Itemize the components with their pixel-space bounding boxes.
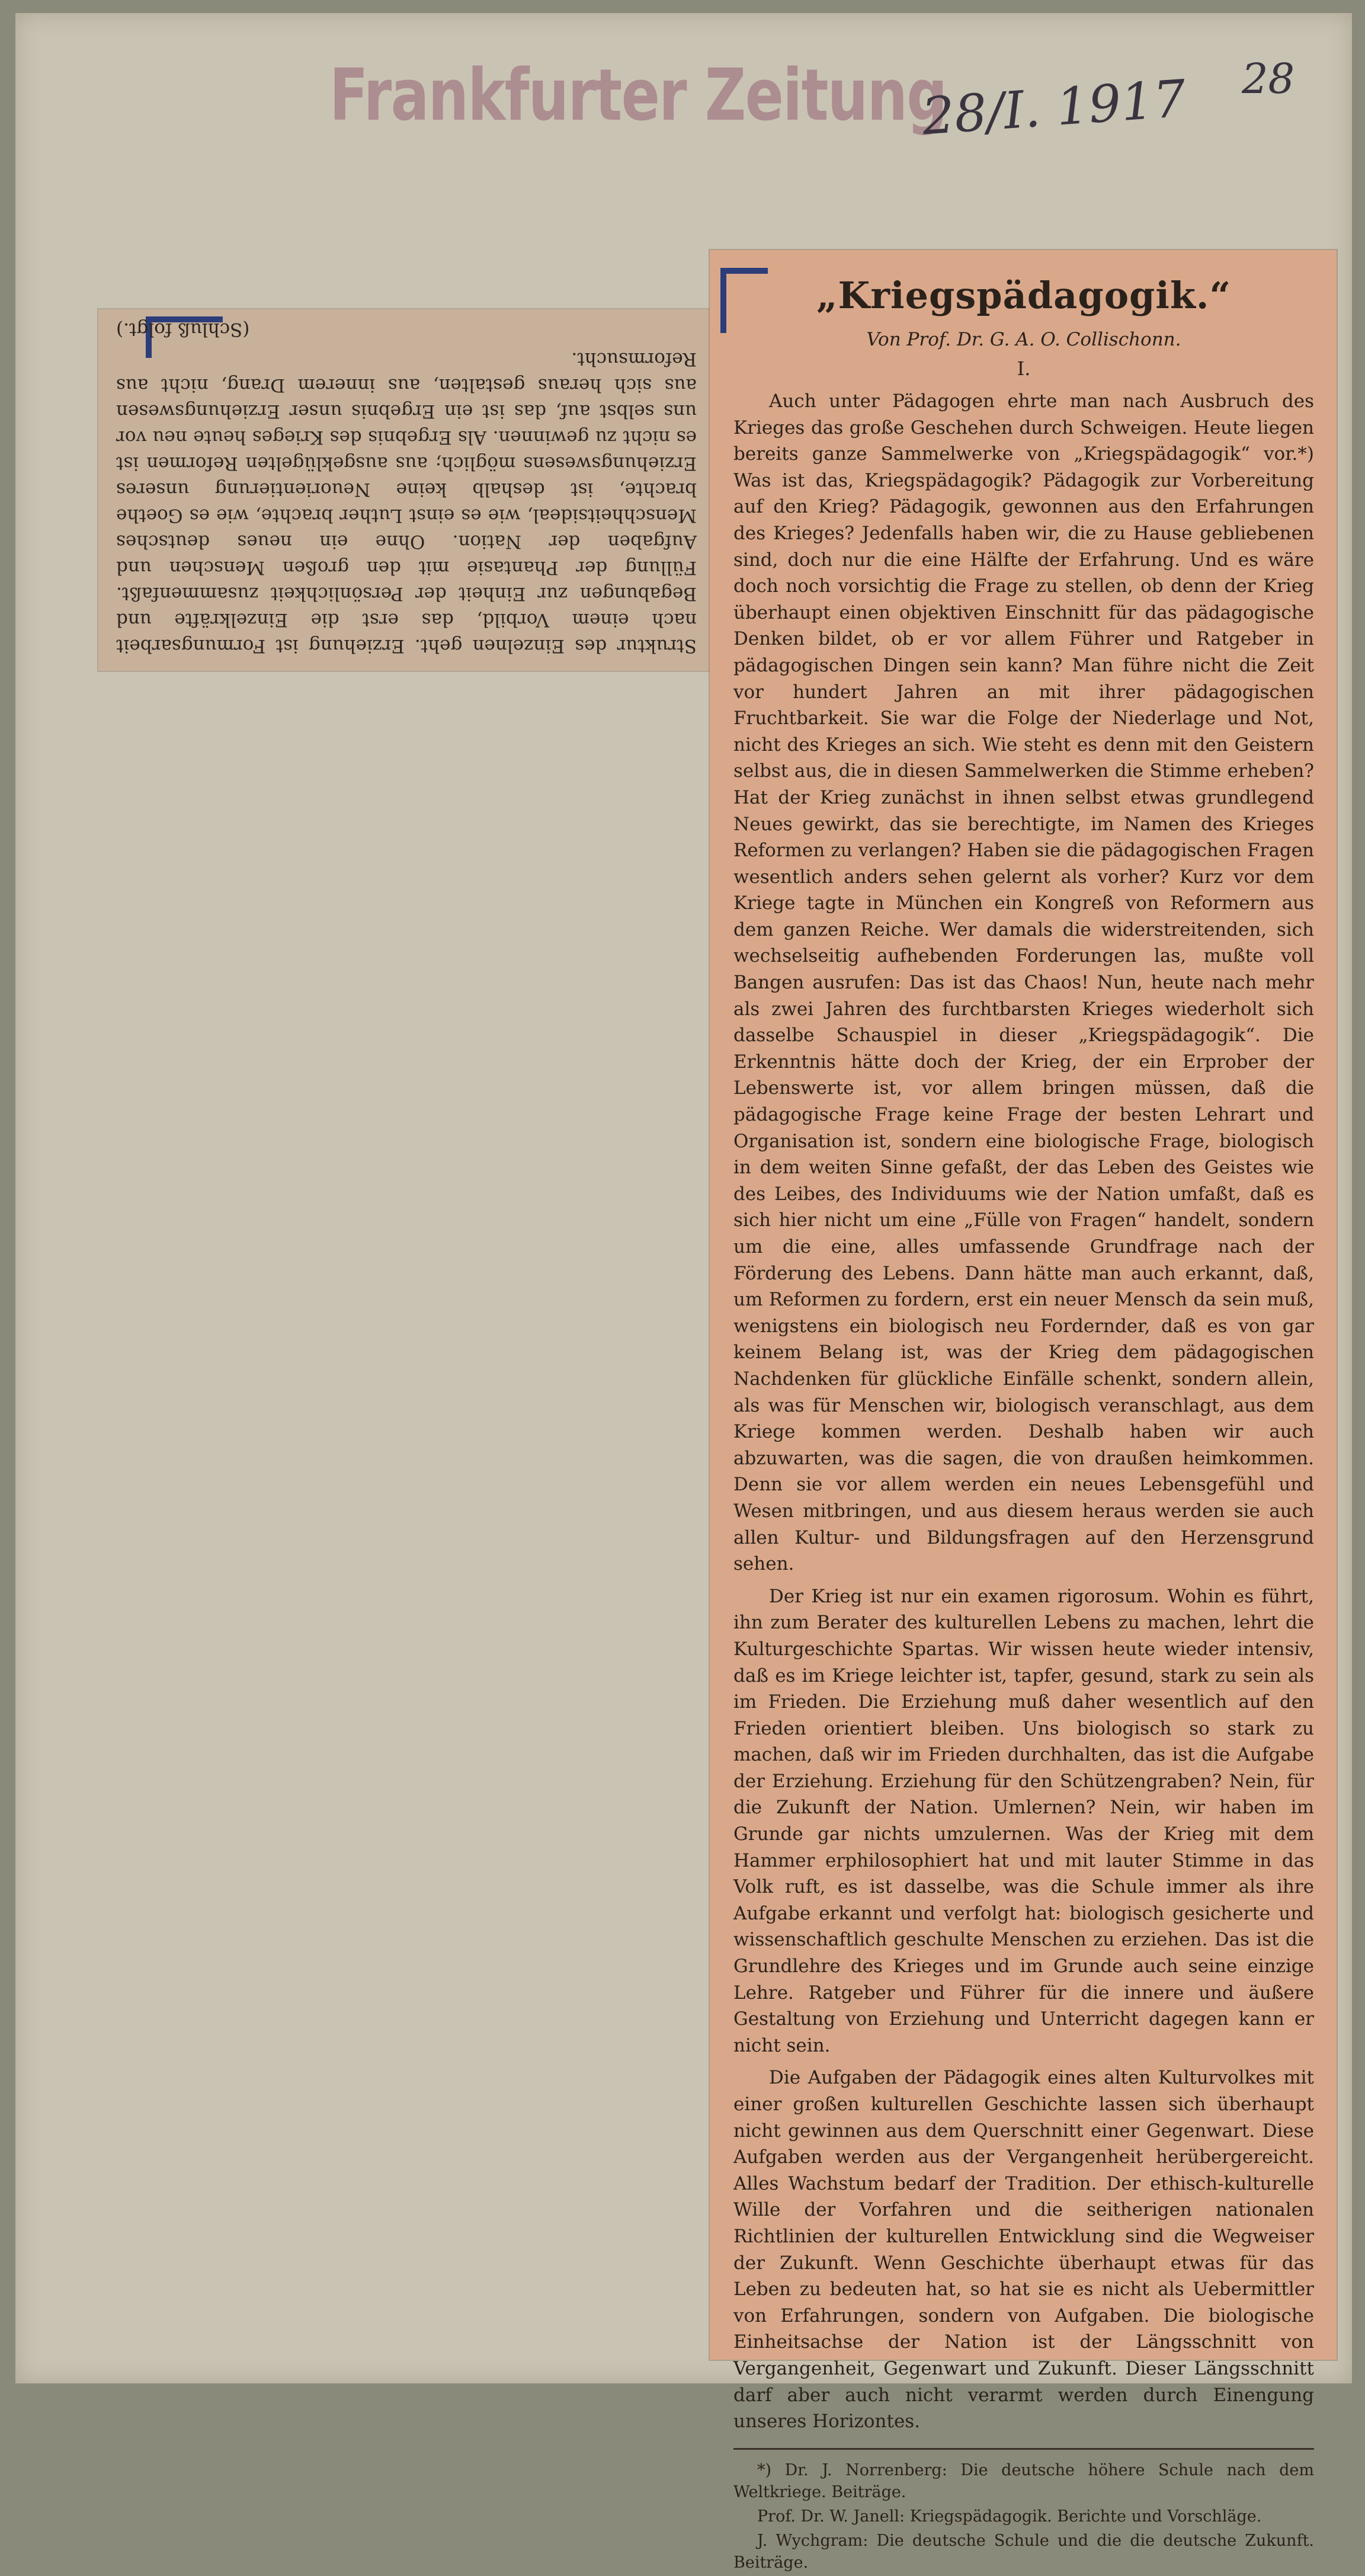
main-clipping	[710, 250, 1337, 2572]
article-paragraph: Der Krieg ist nur ein examen rigorosum. Wohin es führt, ihn zum Berater des kulturellen Lebens zu machen, lehrt die Kulturgeschichte Spartas. Wir wissen heute wieder intensiv, daß es im Kriege leichter ist, tapfer, gesund, stark zu sein als im Frieden. Die Erziehung muß daher wesentlich auf den Frieden orientiert bleiben. Uns biologisch so stark zu machen, daß wir im Frieden durchhalten, das ist die Aufgabe der Erziehung. Erziehung für den Schützengraben? Nein, für die Zukunft der Nation. Umlernen? Nein, wir haben im Grunde gar nichts umzulernen. Was der Krieg mit dem Hammer erphilosophiert hat und mit lauter Stimme in das Volk ruft, es ist dasselbe, was die Schule immer als ihre Aufgabe erkannt und verfolgt hat: biologisch gesicherte und wissenschaftlich geschulte Menschen zu erziehen. Das ist die Grundlehre des Krieges und im Grunde auch seine einzige Lehre. Ratgeber und Führer für die innere und äußere Gestaltung von Erziehung und Unterricht dagegen kann er nicht sein.	[733, 1585, 1314, 2056]
footnote: *) Dr. J. Norrenberg: Die deutsche höhere Schule nach dem Weltkriege. Beiträge.	[733, 2460, 1314, 2501]
handwritten-sheet-number: 28	[1242, 55, 1295, 103]
article-paragraph: Auch unter Pädagogen ehrte man nach Ausbruch des Krieges das große Geschehen durch Schweigen. Heute liegen bereits ganze Sammelwerke von „Kriegspädagogik“ vor.*) Was ist das, Kriegspädagogik? Pädagogik zur Vorbereitung auf den Krieg? Pädagogik, gewonnen aus den Erfahrungen des Krieges? Jedenfalls haben wir, die zu Hause gebliebenen sind, doch nur die eine Hälfte der Erfahrung. Und es wäre doch noch vorsichtig die Frage zu stellen, ob denn der Krieg überhaupt einen objektiven Einschnitt für das pädagogische Denken bildet, ob er vor allem Führer und Ratgeber in pädagogischen Dingen sein kann? Man führe nicht die Zeit vor hundert Jahren an mit ihrer pädagogischen Fruchtbarkeit. Sie war die Folge der Niederlage und Not, nicht des Krieges an sich. Wie steht es denn mit den Geistern selbst aus, die in diesen Sammelwerken die Stimme erheben? Hat der Krieg zunächst in ihnen selbst etwas grundlegend Neues gewirkt, das sie berechtigte, im Namen des Krieges Reformen zu verlangen? Haben sie die pädagogischen Fragen wesentlich anders sehen gelernt als vorher? Kurz vor dem Kriege tagte in München ein Kongreß von Reformern aus dem ganzen Reiche. Wer damals die widerstreitenden, sich wechselseitig aufhebenden Forderungen las, mußte voll Bangen ausrufen: Das ist das Chaos! Nun, heute nach mehr als zwei Jahren des furchtbarsten Krieges wiederholt sich dasselbe Schauspiel in dieser „Kriegspädagogik“. Die Erkenntnis hätte doch der Krieg, der ein Erprober der Lebenswerte ist, vor allem bringen müssen, daß die pädagogische Frage keine Frage der besten Lehrart und Organisation ist, sondern eine biologische Frage, biologisch in dem weiten Sinne gefaßt, der das Leben des Geistes wie des Leibes, des Individuums wie der Nation umfaßt, daß es sich hier nicht um eine „Fülle von Fragen“ handelt, sondern um die eine, alles umfassende Grundfrage nach der Förderung des Lebens. Dann hätte man auch erkannt, daß, um Reformen zu fordern, erst ein neuer Mensch da sein muß, wenigstens ein biologisch neu Fordernder, daß es von gar keinem Belang ist, was der Krieg dem pädagogischen Nachdenken für glückliche Einfälle schenkt, sondern allein, als was für Menschen wir, biologisch veranschlagt, aus dem Kriege kommen werden. Deshalb haben wir auch abzuwarten, was die sagen, die von draußen heimkommen. Denn sie vor allem werden ein neues Lebensgefühl und Wesen mitbringen, und aus diesem heraus werden sie auch allen Kultur- und Bildungsfragen auf den Herzensgrund sehen.	[733, 391, 1314, 1575]
footnote: Prof. Dr. W. Janell: Kriegspädagogik. Berichte und Vorschläge.	[757, 2507, 1262, 2526]
article-title: „Kriegspädagogik.“	[816, 274, 1232, 317]
archive-sheet	[15, 13, 1352, 2572]
article-paragraph: Die Aufgaben der Pädagogik eines alten Kulturvolkes mit einer großen kulturellen Geschichte lassen sich überhaupt nicht gewinnen aus dem Querschnitt einer Gegenwart. Diese Aufgaben werden aus der Vergangenheit herübergereicht. Alles Wachstum bedarf der Tradition. Der ethisch-kulturelle Wille der Vorfahren und die seitherigen nationalen Richtlinien der kulturellen Entwicklung sind die Wegweiser der Zukunft. Wenn Geschichte überhaupt etwas für das Leben zu bedeuten hat, so hat sie es nicht als Uebermittler von Erfahrungen, sondern von Aufgaben. Die biologische Einheitsachse der Nation ist der Längsschnitt von Vergangenheit, Gegenwart und Zukunft. Dieser Längsschnitt darf aber auch nicht verarmt werden durch Einengung unseres Horizontes.	[733, 2067, 1314, 2433]
newspaper-stamp: Frankfurter Zeitung	[329, 55, 947, 137]
article-body	[733, 388, 1314, 2435]
footnote: J. Wychgram: Die deutsche Schule und die die deutsche Zukunft. Beiträge.	[733, 2531, 1314, 2572]
small-clipping	[98, 309, 714, 671]
article-author: Von Prof. Dr. G. A. O. Collischonn.	[866, 329, 1181, 350]
article	[733, 274, 1314, 2576]
small-clipping-text	[116, 321, 697, 659]
section-number: I.	[1017, 357, 1031, 380]
small-clipping-paragraph: Struktur des Einzelnen geht. Erziehung ist Formungsarbeit nach einem Vorbild, das erst die Einzelkräfte und Begabungen zur Einheit der Persönlichkeit zusammenfaßt. Füllung der Phantasie mit den großen Menschen und Aufgaben der Nation. Ohne ein neues deutsches Menschheitsideal, wie es einst Luther brachte, wie es Goethe brachte, ist deshalb keine Neuorientierung unseres Erziehungswesens möglich; aus ausgeklügelten Reformen ist es nicht zu gewinnen. Als Ergebnis des Krieges heute neu vor uns selbst auf, das ist ein Ergebnis unser Erziehungswesen aus sich heraus gestalten, aus innerem Drang, nicht aus Reformsucht.	[116, 348, 697, 657]
footnote-divider	[733, 2448, 1314, 2450]
small-clipping-continuation: (Schluß folgt.)	[116, 319, 250, 340]
handwritten-date: 28/I. 1917	[920, 69, 1188, 147]
footnotes	[733, 2459, 1314, 2574]
